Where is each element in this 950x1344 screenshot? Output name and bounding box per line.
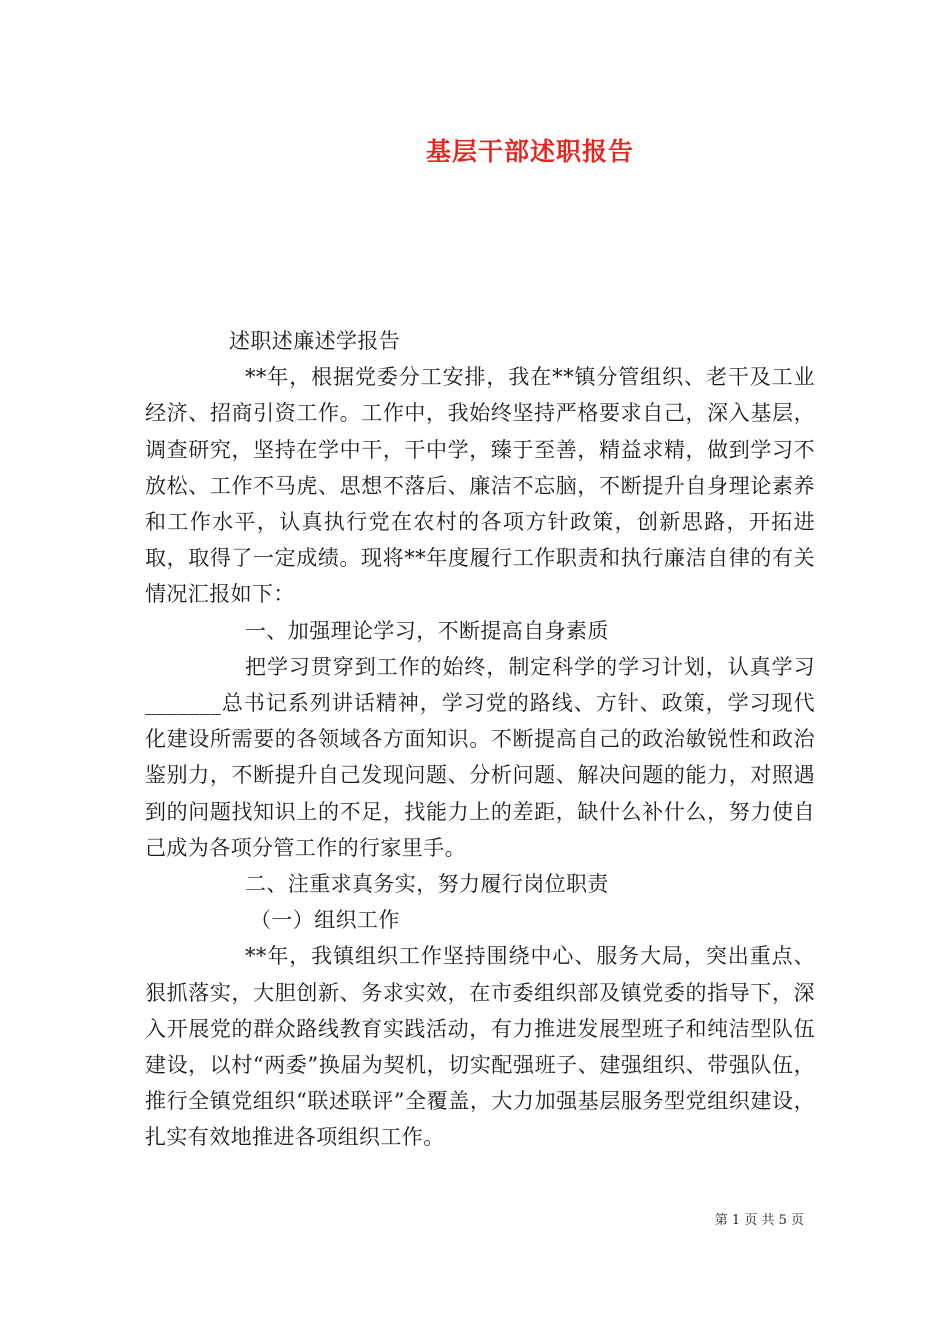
document-title: 基层干部述职报告	[425, 137, 634, 166]
document-body	[145, 323, 815, 1156]
page-number: 第 1 页 共 5 页	[714, 1213, 804, 1228]
section-heading-1: 一、加强理论学习，不断提高自身素质	[245, 618, 609, 643]
paragraph-study: 把学习贯穿到工作的始终，制定科学的学习计划，认真学习_______总书记系列讲话精神，学习党的路线、方针、政策，学习现代化建设所需要的各领域各方面知识。不断提高自己的政治敏锐性和政治鉴别力，不断提升自己发现问题、分析问题、解决问题的能力，对照遇到的问题找知识上的不足，找能力上的差距，缺什么补什么，努力使自己成为各项分管工作的行家里手。	[145, 654, 815, 860]
paragraph-organization: **年，我镇组织工作坚持围绕中心、服务大局，突出重点、狠抓落实，大胆创新、务求实效，在市委组织部及镇党委的指导下，深入开展党的群众路线教育实践活动，有力推进发展型班子和纯洁型队伍建设，以村“两委”换届为契机，切实配强班子、建强组织、带强队伍，推行全镇党组织“联述联评”全覆盖，大力加强基层服务型党组织建设，扎实有效地推进各项组织工作。	[145, 944, 815, 1150]
section-heading-2: 二、注重求真务实，努力履行岗位职责	[245, 872, 609, 897]
subsection-heading-organization: （一）组织工作	[250, 908, 400, 933]
paragraph-intro: **年，根据党委分工安排，我在**镇分管组织、老干及工业经济、招商引资工作。工作中，我始终坚持严格要求自己，深入基层，调查研究，坚持在学中干，干中学，臻于至善，精益求精，做到学习不放松、工作不马虎、思想不落后、廉洁不忘脑，不断提升自身理论素养和工作水平，认真执行党在农村的各项方针政策，创新思路，开拓进取，取得了一定成绩。现将**年度履行工作职责和执行廉洁自律的有关情况汇报如下：	[145, 365, 815, 607]
report-subtitle: 述职述廉述学报告	[229, 329, 401, 353]
